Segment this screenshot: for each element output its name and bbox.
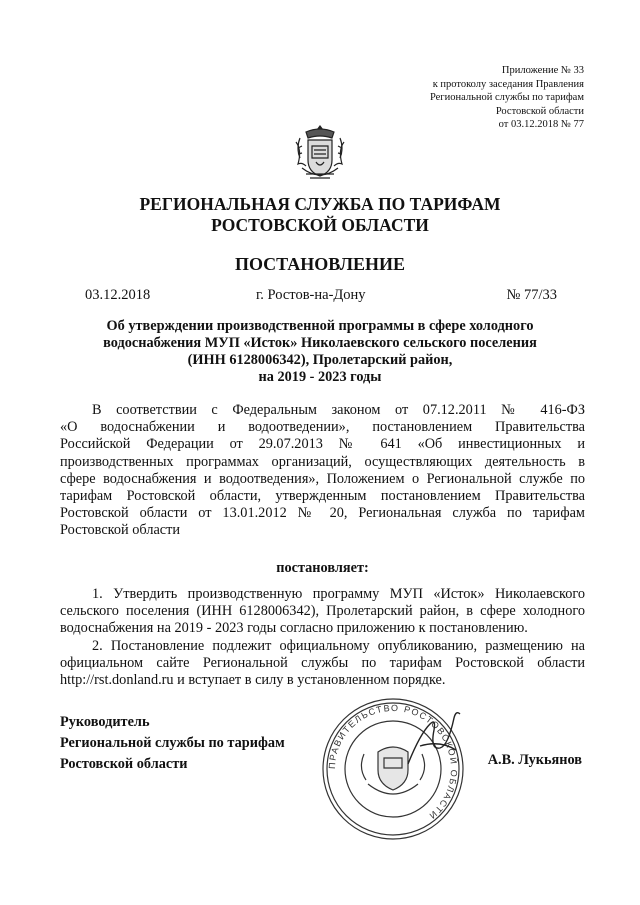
document-number: № 77/33 — [506, 287, 557, 303]
item-line: 1. Утвердить производственную программу МУП «Исток» Николаевского — [92, 586, 585, 602]
resolves-heading: постановляет: — [276, 560, 369, 576]
subject-line: водоснабжения МУП «Исток» Николаевского сельского поселения — [103, 335, 537, 351]
signatory-title — [60, 712, 285, 775]
appendix-line: Региональной службы по тарифам — [429, 92, 584, 104]
seal-text: ПРАВИТЕЛЬСТВО РОСТОВСКОЙ ОБЛАСТИ — [326, 702, 460, 822]
appendix-line: от 03.12.2018 № 77 — [498, 119, 584, 131]
item-line: http://rst.donland.ru и вступает в силу в установленном порядке. — [60, 672, 446, 689]
subject-line: (ИНН 6128006342), Пролетарский район, — [187, 352, 453, 368]
resolution-items — [60, 586, 585, 689]
appendix-note — [430, 64, 584, 132]
document-subject — [60, 318, 580, 386]
signatory-title-line: Ростовской области — [60, 756, 188, 772]
subject-line: на 2019 - 2023 годы — [258, 369, 382, 385]
item-line: 2. Постановление подлежит официальному опубликованию, размещению на — [92, 637, 585, 654]
preamble-line: сфере водоснабжения и водоотведения», Положением о Региональной службе по — [60, 470, 585, 487]
document-type: ПОСТАНОВЛЕНИЕ — [234, 254, 406, 274]
preamble-line: Ростовской области от 13.01.2012 № 20, Региональная служба по тарифам — [60, 505, 585, 522]
subject-line: Об утверждении производственной программы в сфере холодного — [106, 318, 534, 334]
preamble-line: Российской Федерации от 29.07.2013 № 641 «Об инвестиционных и — [60, 436, 585, 453]
document-city: г. Ростов-на-Дону — [256, 287, 366, 303]
document-date: 03.12.2018 — [85, 287, 151, 303]
preamble-paragraph — [60, 402, 585, 540]
preamble-line: производственных программах организаций, осуществляющих деятельность в — [60, 453, 585, 470]
preamble-line: В соответствии с Федеральным законом от 07.12.2011 № 416-ФЗ — [92, 402, 585, 418]
signatory-title-line: Руководитель — [60, 714, 150, 730]
item-line: водоснабжения на 2019 - 2023 годы согласно приложению к постановлению. — [60, 620, 528, 637]
organization-name — [60, 194, 580, 236]
preamble-line: Ростовской области — [60, 522, 181, 539]
appendix-line: к протоколу заседания Правления — [432, 78, 584, 90]
item-line: сельского поселения (ИНН 6128006342), Пролетарский район, в сфере холодного — [60, 603, 585, 620]
preamble-line: «О водоснабжении и водоотведении», постановлением Правительства — [60, 419, 585, 436]
appendix-line: Приложение № 33 — [501, 65, 584, 76]
org-line: РЕГИОНАЛЬНАЯ СЛУЖБА ПО ТАРИФАМ — [139, 194, 501, 214]
appendix-line: Ростовской области — [495, 105, 584, 117]
coat-of-arms-icon — [292, 124, 348, 186]
signature-icon — [400, 706, 470, 776]
org-line: РОСТОВСКОЙ ОБЛАСТИ — [211, 215, 429, 235]
item-line: официальном сайте Региональной службы по тарифам Ростовской области — [60, 654, 585, 671]
signatory-title-line: Региональной службы по тарифам — [60, 735, 285, 751]
signatory-name: А.В. Лукьянов — [487, 752, 582, 768]
preamble-line: тарифам Ростовской области, утвержденным постановлением Правительства — [60, 488, 585, 505]
